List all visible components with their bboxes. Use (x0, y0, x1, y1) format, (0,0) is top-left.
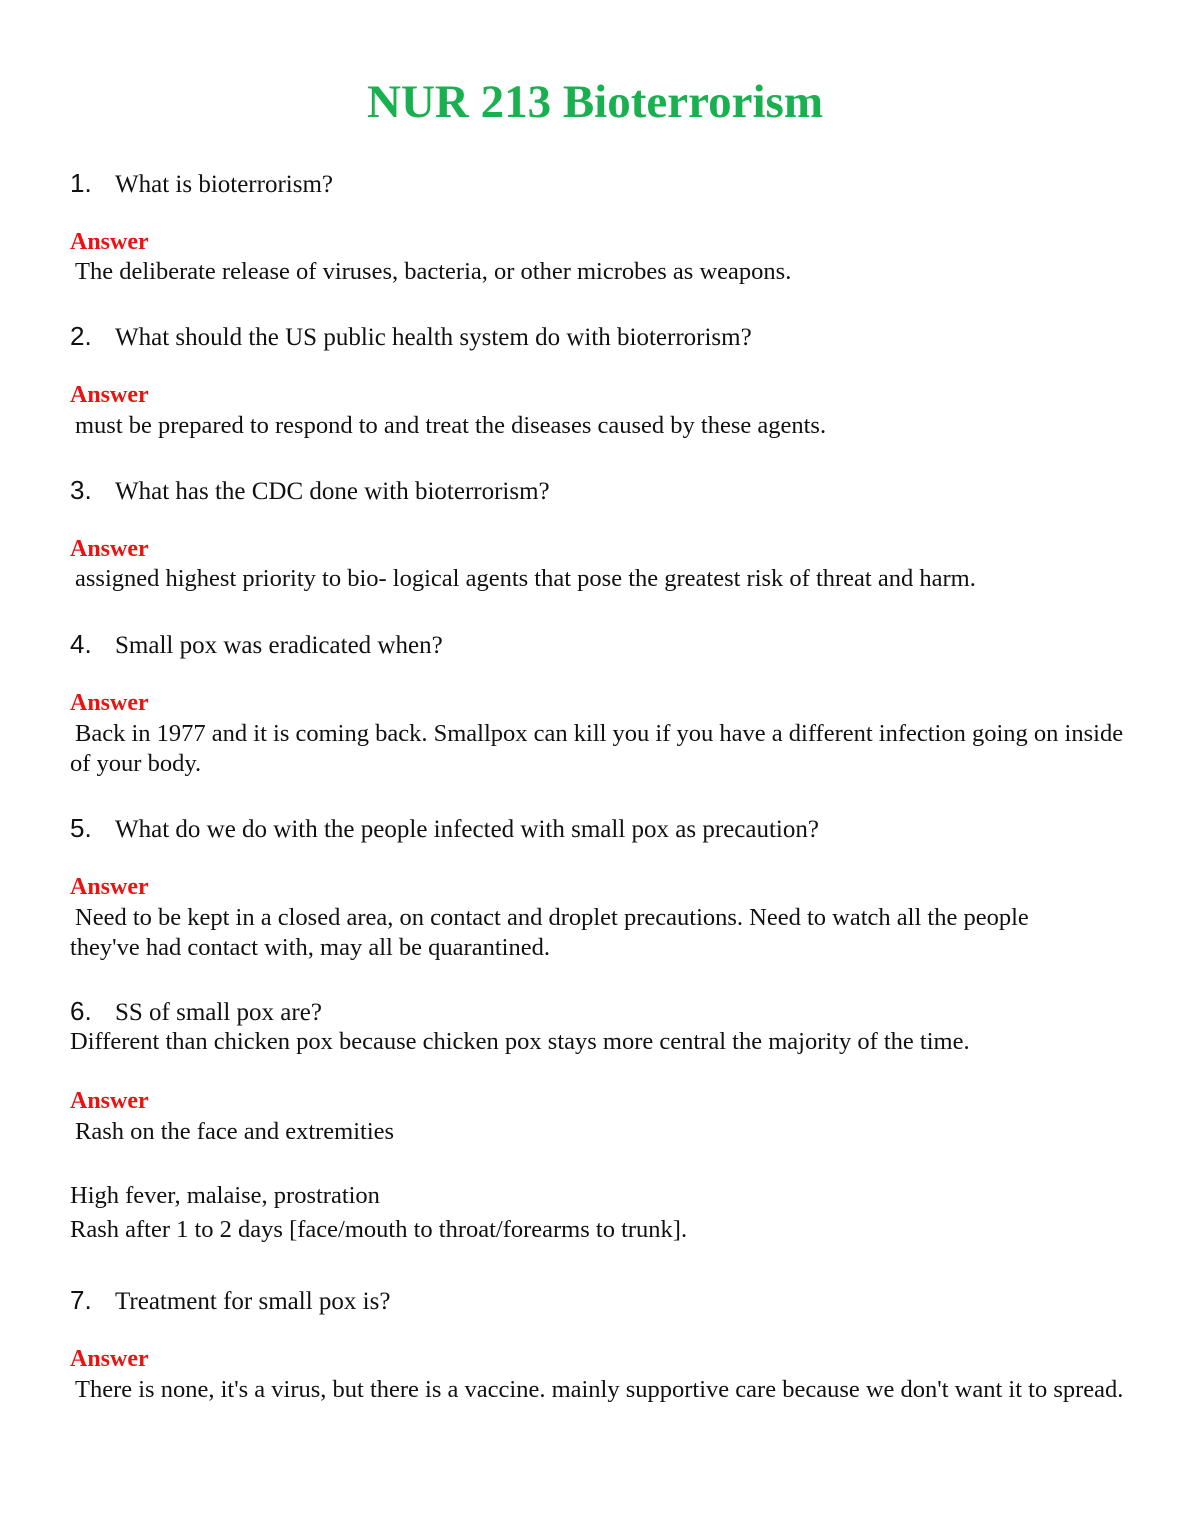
answer-4-label: Answer (70, 690, 149, 716)
answer-1-label: Answer (70, 229, 149, 255)
answer-2-label: Answer (70, 382, 149, 408)
question-3-number: 3. (70, 475, 92, 505)
answer-2-text: must be prepared to respond to and treat the diseases caused by these agents. (75, 412, 827, 439)
answer-7-text: There is none, it's a virus, but there is a vaccine. mainly supportive care because we don't want it to spread. (75, 1376, 1124, 1403)
question-6-text: SS of small pox are? (115, 999, 322, 1026)
question-7 (70, 1285, 390, 1317)
question-3-text: What has the CDC done with bioterrorism? (115, 478, 550, 505)
answer-3-text: assigned highest priority to bio- logical agents that pose the greatest risk of threat and harm. (75, 565, 976, 592)
question-7-number: 7. (70, 1285, 92, 1315)
question-5-number: 5. (70, 813, 92, 843)
question-2-text: What should the US public health system do with bioterrorism? (115, 324, 752, 351)
question-1-text: What is bioterrorism? (115, 171, 333, 198)
answer-6-extra-line-1: High fever, malaise, prostration (70, 1182, 380, 1209)
document-title: NUR 213 Bioterrorism (367, 76, 823, 128)
question-6-note: Different than chicken pox because chicken pox stays more central the majority of the time. (70, 1028, 970, 1055)
question-5 (70, 813, 819, 845)
answer-3-label: Answer (70, 536, 149, 562)
question-5-text: What do we do with the people infected with small pox as precaution? (115, 816, 819, 843)
question-6-number: 6. (70, 996, 92, 1026)
question-4-number: 4. (70, 629, 92, 659)
answer-6-text: Rash on the face and extremities (75, 1118, 395, 1145)
question-7-text: Treatment for small pox is? (115, 1288, 391, 1315)
answer-6-label: Answer (70, 1088, 149, 1114)
question-4 (70, 629, 443, 661)
question-1 (70, 168, 333, 200)
question-3 (70, 475, 550, 507)
question-2 (70, 321, 752, 353)
answer-6-extra-line-2: Rash after 1 to 2 days [face/mouth to throat/forearms to trunk]. (70, 1216, 688, 1243)
answer-1-text: The deliberate release of viruses, bacteria, or other microbes as weapons. (75, 258, 792, 285)
answer-5-label: Answer (70, 874, 149, 900)
question-1-number: 1. (70, 168, 92, 198)
answer-7-label: Answer (70, 1346, 149, 1372)
answer-4-text: Back in 1977 and it is coming back. Smallpox can kill you if you have a different infection going on inside of your body. (70, 720, 1124, 777)
question-4-text: Small pox was eradicated when? (115, 632, 443, 659)
question-6 (70, 996, 322, 1028)
question-2-number: 2. (70, 321, 92, 351)
answer-5-text: Need to be kept in a closed area, on contact and droplet precautions. Need to watch all the people they've had contact with, may all be quarantined. (70, 904, 1029, 961)
